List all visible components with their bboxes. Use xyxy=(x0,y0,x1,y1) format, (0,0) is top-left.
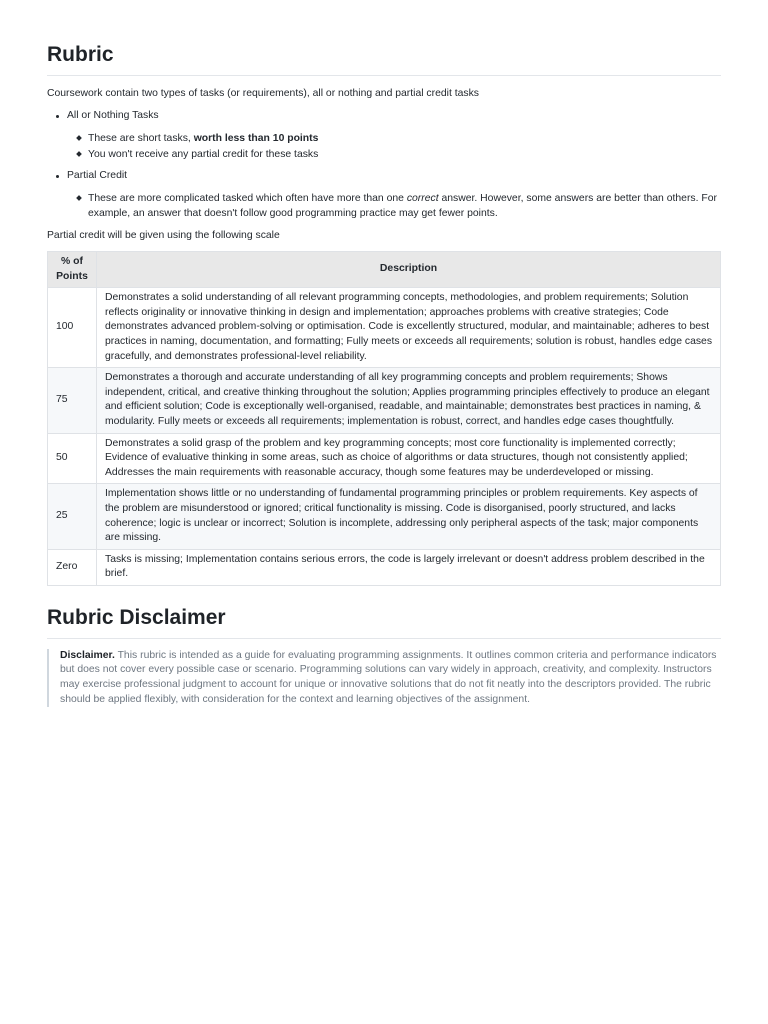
points-cell: 50 xyxy=(48,433,97,484)
complicated-tasks-suffix: answer. However, some answers are better than others. For example, an answer that doesn't follow good programming practice may get fewer points. xyxy=(88,193,717,219)
table-row xyxy=(48,433,721,484)
description-cell: Tasks is missing; Implementation contains serious errors, the code is largely irrelevant or doesn't address problem described in the brief. xyxy=(97,549,721,585)
table-row xyxy=(48,484,721,549)
points-column-header: % of Points xyxy=(48,252,97,288)
list-item-all-or-nothing xyxy=(67,108,721,162)
list-item xyxy=(88,131,721,146)
points-cell: Zero xyxy=(48,549,97,585)
rubric-table xyxy=(47,251,721,586)
points-emphasis: worth less than 10 points xyxy=(193,133,319,144)
list-item xyxy=(88,147,721,162)
rubric-intro: Coursework contain two types of tasks (or requirements), all or nothing and partial credit tasks xyxy=(47,88,479,99)
list-item xyxy=(88,191,721,221)
table-header-row xyxy=(48,252,721,288)
points-cell: 25 xyxy=(48,484,97,549)
disclaimer-text: This rubric is intended as a guide for evaluating programming assignments. It outlines common criteria and performance indicators but does not cover every possible case or scenario. Programming solutions can vary widely in approach, creativity, and complexity. Instructors may exercise professional judgment to account for unique or innovative solutions that do not fit neatly into the descriptors provided. The rubric should be applied flexibly, with consideration for the context and learning objectives of the assignment. xyxy=(60,649,717,705)
task-type-list xyxy=(47,108,721,221)
table-row xyxy=(48,549,721,585)
description-cell: Implementation shows little or no understanding of fundamental programming principles or problem requirements. Key aspects of the problem are misunderstood or ignored; critical functionality is missing. Code is disorganised, poorly structured, and lacks coherence; logic is unclear or incorrect; Solution is incomplete, addressing only peripheral aspects of the task; major components are missing. xyxy=(97,484,721,549)
no-partial-credit-text: You won't receive any partial credit for these tasks xyxy=(88,149,319,160)
all-or-nothing-sublist xyxy=(67,131,721,162)
scale-intro: Partial credit will be given using the following scale xyxy=(47,230,280,241)
disclaimer-heading: Rubric Disclaimer xyxy=(47,605,721,639)
table-row xyxy=(48,368,721,433)
disclaimer-label: Disclaimer. xyxy=(60,649,115,661)
short-tasks-text: These are short tasks, xyxy=(88,133,194,144)
rubric-heading: Rubric xyxy=(47,42,721,76)
partial-credit-sublist xyxy=(67,191,721,221)
partial-credit-label: Partial Credit xyxy=(67,170,128,181)
disclaimer-blockquote xyxy=(47,649,721,707)
points-cell: 100 xyxy=(48,288,97,368)
all-or-nothing-label: All or Nothing Tasks xyxy=(67,110,159,121)
description-cell: Demonstrates a solid understanding of all relevant programming concepts, methodologies, and problem requirements; Solution reflects originality or innovative thinking in design and implementation; approaches problems with creative strategies; Code demonstrates advanced problem-solving or optimisation. Code is excellently structured, modular, and maintainable; adheres to best practices in naming, documentation, and formatting; Fully meets or exceeds all requirements; solution is robust, handles edge cases gracefully, and demonstrates professional-level reliability. xyxy=(97,288,721,368)
description-cell: Demonstrates a solid grasp of the problem and key programming concepts; most core functionality is implemented correctly; Evidence of evaluative thinking in some areas, such as choice of algorithms or data structures, though not consistently applied; Addresses the main requirements with reasonable accuracy, though some features may be underdeveloped or missing. xyxy=(97,433,721,484)
description-column-header: Description xyxy=(97,252,721,288)
list-item-partial-credit xyxy=(67,168,721,221)
points-cell: 75 xyxy=(48,368,97,433)
description-cell: Demonstrates a thorough and accurate understanding of all key programming concepts and problem requirements; Shows independent, critical, and creative thinking throughout the solution; Applies programming principles effectively to produce an elegant and efficient solution; Code is exceptionally well-organised, readable, and maintainable; demonstrates best practices in naming, & modularity. Fully meets or exceeds all requirements; implementation is robust, correct, and handles edge cases thoughtfully. xyxy=(97,368,721,433)
complicated-tasks-text: These are more complicated tasked which often have more than one xyxy=(88,193,407,204)
table-row xyxy=(48,288,721,368)
correct-emphasis: correct xyxy=(406,193,439,204)
